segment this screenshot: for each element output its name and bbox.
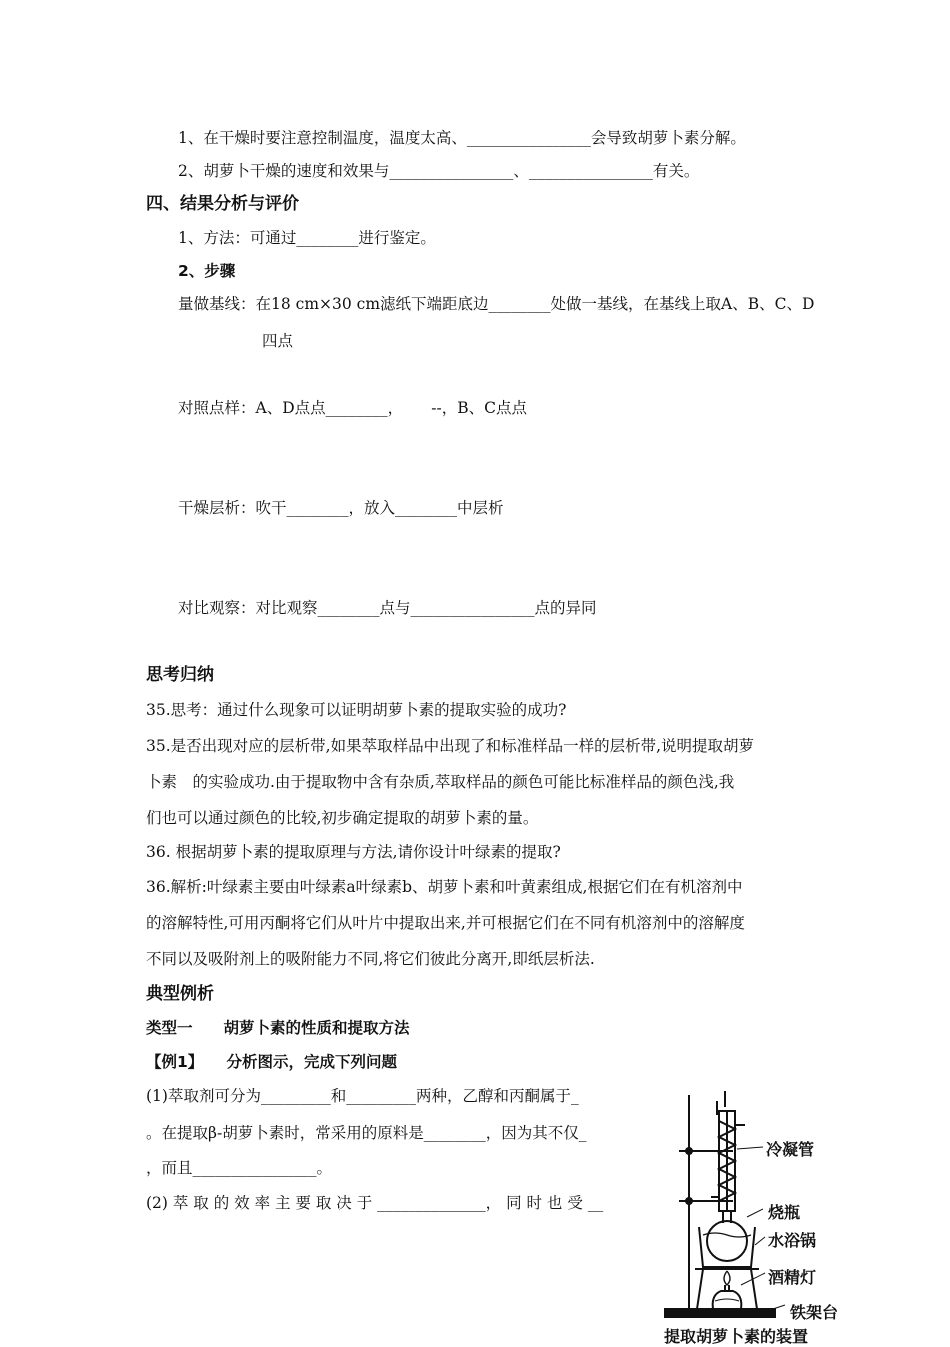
label-flask: 烧瓶 bbox=[768, 1203, 801, 1222]
text-line-dry-temp: 1、在干燥时要注意控制温度，温度太高、________________会导致胡萝卜素分解。 bbox=[178, 129, 746, 147]
text-line-a36-3: 不同以及吸附剂上的吸附能力不同,将它们彼此分离开,即纸层析法. bbox=[146, 950, 595, 968]
text-line-a35-3: 们也可以通过颜色的比较,初步确定提取的胡萝卜素的量。 bbox=[146, 809, 539, 827]
text-line-method: 1、方法：可通过________进行鉴定。 bbox=[178, 229, 436, 247]
text-line-step-baseline: 量做基线：在18 cm×30 cm滤纸下端距底边________处做一基线，在基线上取A、B、C、D bbox=[178, 295, 815, 313]
text-line-dry-speed: 2、胡萝卜干燥的速度和效果与________________、________________有关。 bbox=[178, 162, 700, 180]
text-line-q35: 35.思考：通过什么现象可以证明胡萝卜素的提取实验的成功? bbox=[146, 701, 567, 719]
label-water-bath: 水浴锅 bbox=[768, 1231, 817, 1250]
text-line-example1: 【例1】 分析图示，完成下列问题 bbox=[146, 1053, 398, 1071]
section-heading-examples: 典型例析 bbox=[146, 984, 214, 1004]
text-line-step-spotting: 对照点样：A、D点点________， --，B、C点点 bbox=[178, 399, 528, 417]
text-line-q2-1: (2) 萃 取 的 效 率 主 要 取 决 于 ______________， 同 时 也 受 __ bbox=[146, 1194, 604, 1212]
label-iron-stand: 铁架台 bbox=[790, 1303, 839, 1322]
text-line-type1: 类型一 胡萝卜素的性质和提取方法 bbox=[146, 1019, 410, 1037]
label-alcohol-lamp: 酒精灯 bbox=[768, 1268, 817, 1287]
text-line-a36-1: 36.解析:叶绿素主要由叶绿素a叶绿素b、胡萝卜素和叶黄素组成,根据它们在有机溶剂中 bbox=[146, 878, 743, 896]
text-line-a35-1: 35.是否出现对应的层析带,如果萃取样品中出现了和标准样品一样的层析带,说明提取胡萝 bbox=[146, 737, 755, 755]
extraction-apparatus-figure bbox=[655, 1085, 865, 1325]
text-line-a36-2: 的溶解特性,可用丙酮将它们从叶片中提取出来,并可根据它们在不同有机溶剂中的溶解度 bbox=[146, 914, 745, 932]
text-line-q1-1: (1)萃取剂可分为_________和_________两种，乙醇和丙酮属于_ bbox=[146, 1087, 579, 1105]
text-line-step-baseline-cont: 四点 bbox=[262, 332, 294, 350]
figure-caption: 提取胡萝卜素的装置 bbox=[664, 1327, 809, 1346]
text-line-q36: 36. 根据胡萝卜素的提取原理与方法,请你设计叶绿素的提取? bbox=[146, 843, 561, 861]
text-line-step-compare: 对比观察：对比观察________点与________________点的异同 bbox=[178, 599, 597, 617]
label-condenser: 冷凝管 bbox=[766, 1140, 815, 1159]
section-heading-thinking: 思考归纳 bbox=[146, 665, 214, 685]
text-line-q1-3: ，而且________________。 bbox=[146, 1159, 333, 1177]
section-heading-analysis: 四、结果分析与评价 bbox=[146, 194, 299, 214]
text-line-q1-2: 。在提取β-胡萝卜素时，常采用的原料是________，因为其不仅_ bbox=[146, 1124, 587, 1142]
text-line-step-drying: 干燥层析：吹干________，放入________中层析 bbox=[178, 499, 504, 517]
text-line-steps-heading: 2、步骤 bbox=[178, 262, 236, 280]
text-line-a35-2: 卜素 的实验成功.由于提取物中含有杂质,萃取样品的颜色可能比标准样品的颜色浅,我 bbox=[146, 773, 735, 791]
